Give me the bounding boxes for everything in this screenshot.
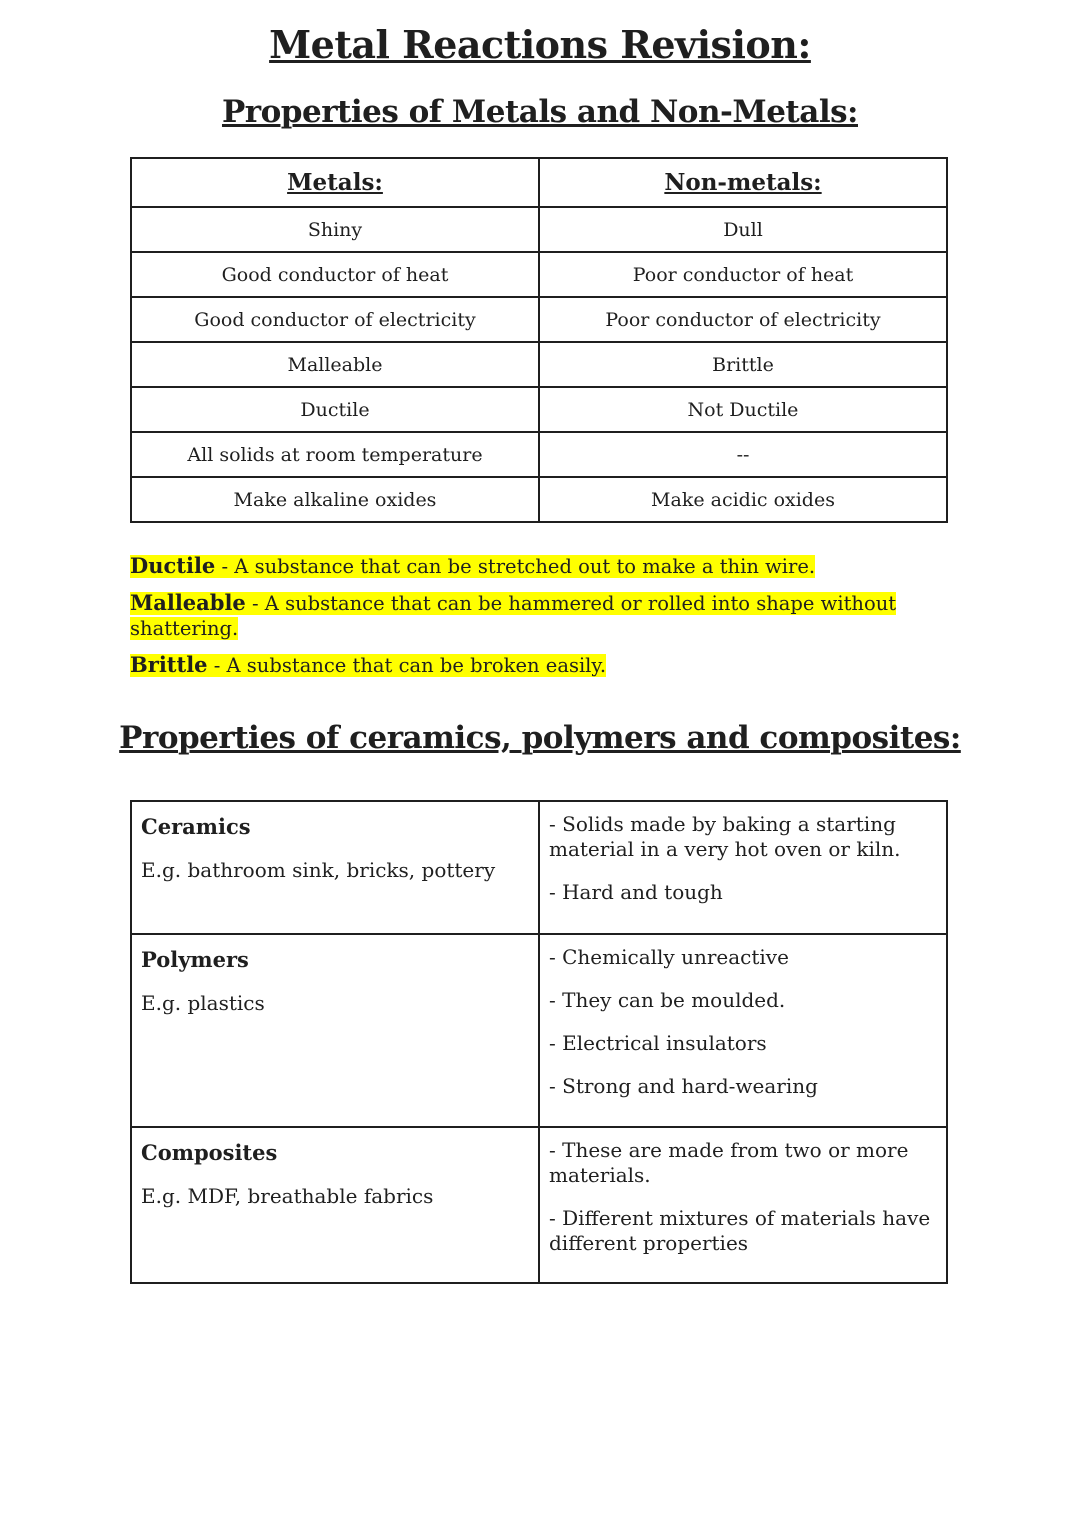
material-cell (131, 934, 539, 1127)
non-metal-property: Not Ductile (539, 387, 947, 432)
section-heading-metals: Properties of Metals and Non-Metals: (221, 94, 858, 130)
material-name: Polymers (141, 947, 249, 972)
table-row (131, 801, 947, 934)
non-metal-property: -- (539, 432, 947, 477)
material-property-point: - Hard and tough (549, 880, 723, 904)
metals-nonmetals-table (130, 157, 948, 523)
material-property-point: - Electrical insulators (549, 1031, 767, 1055)
definition-term: Brittle (130, 652, 208, 677)
material-property-point: - Strong and hard-wearing (549, 1074, 818, 1098)
column-header-metals: Metals: (131, 158, 539, 207)
metal-property: Good conductor of heat (131, 252, 539, 297)
definition-ductile (130, 553, 930, 579)
metal-property: Good conductor of electricity (131, 297, 539, 342)
definition-term: Malleable (130, 590, 246, 615)
non-metal-property: Dull (539, 207, 947, 252)
definition-term: Ductile (130, 553, 216, 578)
material-property-point: - These are made from two or more materials. (549, 1138, 909, 1187)
non-metal-property: Brittle (539, 342, 947, 387)
non-metal-property: Poor conductor of heat (539, 252, 947, 297)
definitions-list (130, 553, 930, 689)
material-properties-cell (539, 934, 947, 1127)
material-property-point: - Chemically unreactive (549, 945, 789, 969)
table-row (131, 1127, 947, 1283)
table-row (131, 207, 947, 252)
table-row (131, 387, 947, 432)
definition-brittle (130, 652, 930, 678)
material-property-point: - Different mixtures of materials have different properties (549, 1206, 931, 1255)
table-row (131, 342, 947, 387)
material-example: E.g. bathroom sink, bricks, pottery (141, 858, 496, 882)
definition-text: - A substance that can be stretched out to make a thin wire. (215, 555, 816, 578)
material-example: E.g. MDF, breathable fabrics (141, 1184, 434, 1208)
highlighted-definition (130, 555, 815, 578)
table-row (131, 477, 947, 522)
non-metal-property: Make acidic oxides (539, 477, 947, 522)
material-example: E.g. plastics (141, 991, 265, 1015)
table-row (131, 252, 947, 297)
metal-property: Ductile (131, 387, 539, 432)
highlighted-definition (130, 654, 606, 677)
material-name: Ceramics (141, 814, 251, 839)
metal-property: Make alkaline oxides (131, 477, 539, 522)
column-header-non-metals: Non-metals: (539, 158, 947, 207)
material-property-point: - They can be moulded. (549, 988, 786, 1012)
definition-text: - A substance that can be hammered or rolled into shape without shattering. (130, 592, 897, 640)
material-name: Composites (141, 1140, 278, 1165)
table-header-row (131, 158, 947, 207)
definition-malleable (130, 590, 930, 641)
table-row (131, 297, 947, 342)
table-row (131, 934, 947, 1127)
metal-property: All solids at room temperature (131, 432, 539, 477)
material-properties-cell (539, 1127, 947, 1283)
material-properties-cell (539, 801, 947, 934)
highlighted-definition (130, 592, 896, 640)
non-metal-property: Poor conductor of electricity (539, 297, 947, 342)
table-row (131, 432, 947, 477)
material-cell (131, 801, 539, 934)
materials-table (130, 800, 948, 1284)
metal-property: Shiny (131, 207, 539, 252)
section-heading-materials: Properties of ceramics, polymers and composites: (119, 720, 961, 756)
metal-property: Malleable (131, 342, 539, 387)
material-property-point: - Solids made by baking a starting material in a very hot oven or kiln. (549, 812, 901, 861)
page-title: Metal Reactions Revision: (269, 22, 811, 67)
material-cell (131, 1127, 539, 1283)
definition-text: - A substance that can be broken easily. (207, 654, 607, 677)
